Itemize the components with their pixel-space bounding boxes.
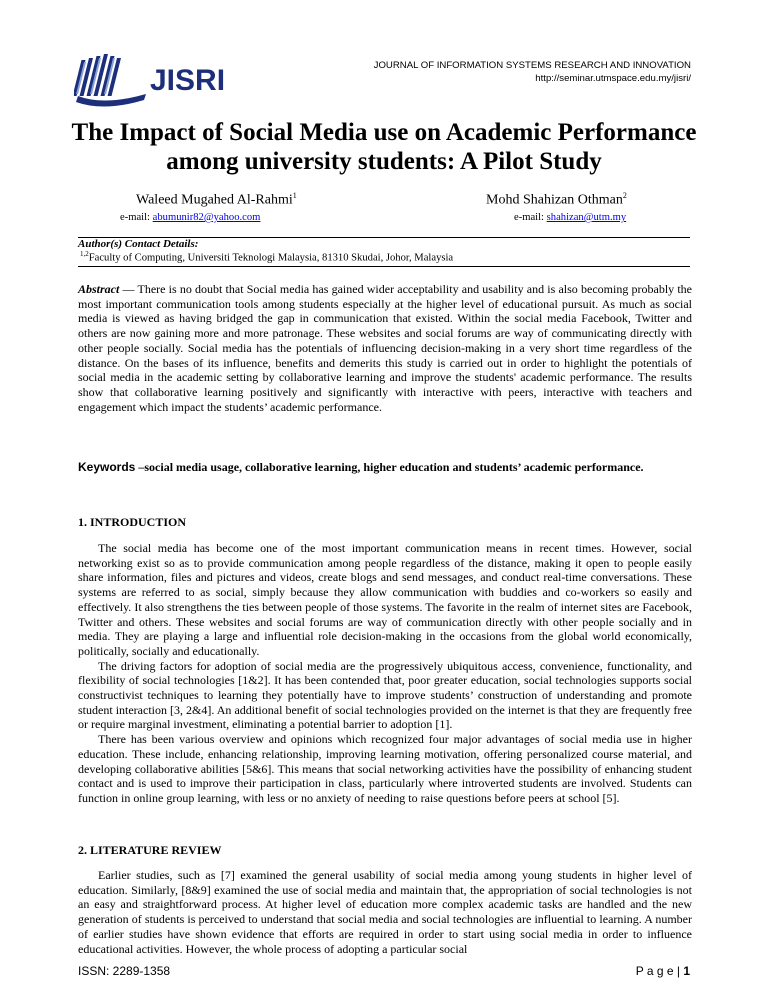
affiliation-text: Faculty of Computing, Universiti Teknologi Malaysia, 81310 Skudai, Johor, Malaysia — [88, 252, 454, 264]
author-1-sup: 1 — [292, 191, 297, 200]
section-2-body — [78, 868, 692, 956]
title-line-2: among university students: A Pilot Study — [166, 148, 602, 175]
email-label: e-mail: — [120, 212, 153, 223]
abstract-label: Abstract — [78, 282, 120, 296]
journal-name: JOURNAL OF INFORMATION SYSTEMS RESEARCH AND INNOVATION — [373, 60, 691, 71]
author-2-sup: 2 — [622, 191, 627, 200]
author-2-name: Mohd Shahizan Othman — [486, 192, 623, 208]
contact-heading: Author(s) Contact Details: — [78, 238, 199, 250]
paragraph: There has been various overview and opinions which recognized four major advantages of social media use in higher education. These include, enhancing relationship, improving learning motivation, offering personalized course material, and developing collaborative abilities [5&6]. This means that social networking activities have the possibility of enhancing student contact and is used to improve their participation in class, particularly where introverted students are involved. Students can function in online group learning, with less or no anxiety of needing to raise questions before peers at school [5]. — [78, 732, 692, 805]
section-1-heading: 1. INTRODUCTION — [78, 515, 187, 529]
footer-issn: ISSN: 2289-1358 — [78, 964, 171, 978]
author-1-email-link[interactable]: abumunir82@yahoo.com — [152, 212, 261, 223]
paragraph: Earlier studies, such as [7] examined the general usability of social media among young students in higher level of education. Similarly, [8&9] examined the use of social media and maintain that, the appropriation of social technologies is not an easy and straightforward process. At higher level of education more complex academic tasks are handled and the new generation of students is perceived to understand that social media and social technologies are influential to learning. A number of earlier studies have shown evidence that efforts are required in order to start using social media in order to influence educational activities. However, the whole process of adopting a particular social — [78, 868, 692, 956]
author-2-email-link[interactable]: shahizan@utm.my — [546, 212, 627, 223]
keywords-label: Keywords — [78, 460, 136, 474]
title-line-1: The Impact of Social Media use on Academic Performance — [71, 119, 697, 146]
divider-bottom — [78, 266, 690, 267]
abstract — [78, 282, 692, 414]
page-number — [636, 964, 690, 978]
author-1-name: Waleed Mugahed Al-Rahmi — [136, 192, 293, 208]
page-label: P a g e | — [635, 964, 684, 978]
page-number-value: 1 — [683, 964, 690, 978]
author-1-email — [120, 212, 260, 223]
email-label: e-mail: — [514, 212, 547, 223]
journal-header — [374, 59, 691, 85]
author-1 — [136, 191, 297, 209]
contact-affiliation — [80, 250, 453, 264]
books-logo-icon — [74, 50, 154, 112]
author-2 — [486, 191, 627, 209]
logo-text: JISRI — [150, 64, 226, 97]
author-2-email — [514, 212, 626, 223]
abstract-text: — There is no doubt that Social media has gained wider acceptability and usability and is also becoming probably the most important communication tools among students especially at the higher level of educational pursuit. As much as social media is viewed as having bridged the gap in communication that existed. Within the social media Facebook, Twitter and others are now gaining more and more patronage. These websites and social forums are way of communicating directly with other people socially. Social media has the potentials of influencing decision-making in a very short time regardless of the distance. On the bases of its influence, benefits and demerits this study is carried out in order to highlight the potentials of social media in the academic setting by collaborative learning and improve the students' academic performance. The results show that collaborative learning positively and significantly with interactive with peers, interactive with teachers and engagement which impact the students’ academic performance. — [78, 282, 692, 414]
section-2-heading: 2. LITERATURE REVIEW — [78, 843, 222, 857]
journal-url[interactable]: http://seminar.utmspace.edu.my/jisri/ — [535, 73, 691, 84]
paragraph: The driving factors for adoption of social media are the progressively ubiquitous access, convenience, functionality, and flexibility of social technologies [1&2]. It has been contended that, poor greater education, social technologies supports social constructivist techniques to learning they potentially have to improve students’ construction of understanding and promote student interaction [3, 2&4]. An additional benefit of social technologies provided on the internet is that they are frequently free or require marginal investment, eliminating a potential barrier to adoption [1]. — [78, 658, 692, 732]
keywords — [78, 460, 692, 475]
paragraph: The social media has become one of the most important communication means in recent times. However, social networking exist so as to provide communication among people regardless of the distance, making it open to people easily share information, files and pictures and videos, create blogs and send messages, and conduct real-time conversations. These systems are referred to as social, simply because they allow communication with buddies and co-workers so easily and effectively. It also strengthens the ties between people of those systems. The favorite in the realm of internet sites are Facebook, Twitter and others. These websites and social forums are way of communication directly with other people socially and in media. They are playing a large and influential role decision-making in the occasions from the global world economically, politically, socially and educationally. — [78, 541, 692, 658]
keywords-text: –social media usage, collaborative learning, higher education and students’ academic performance. — [135, 460, 644, 474]
affiliation-sup: 1,2 — [80, 250, 89, 258]
paper-title — [0, 118, 768, 176]
section-1-body — [78, 541, 692, 806]
